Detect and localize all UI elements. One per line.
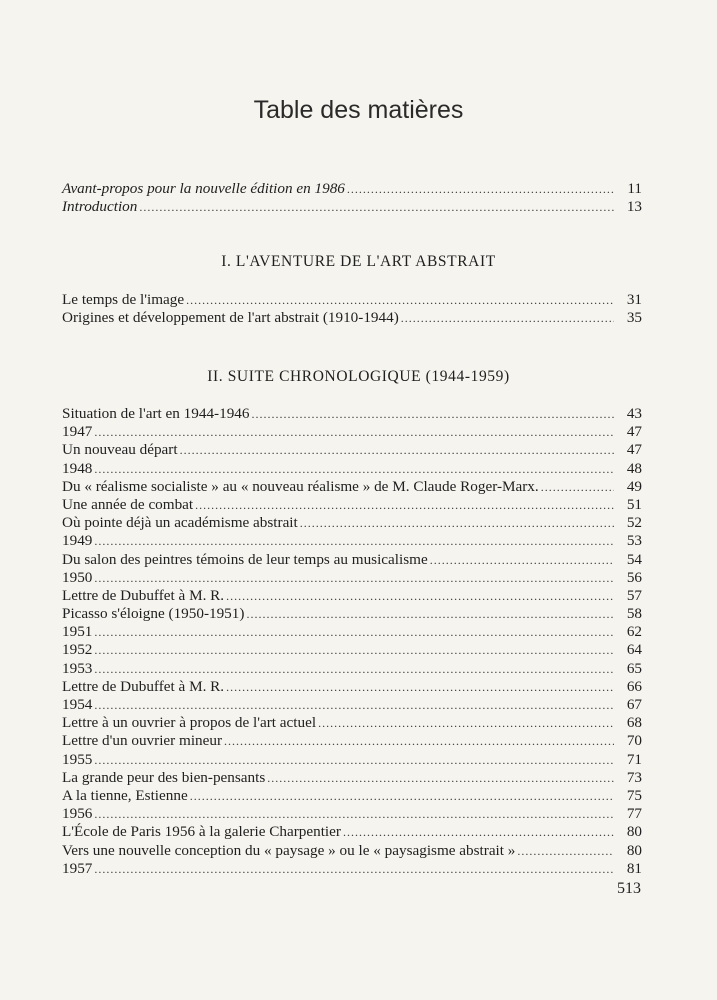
toc-entry-title: 1948 (62, 459, 93, 477)
dot-leader (300, 514, 614, 532)
dot-leader (246, 605, 614, 623)
toc-entry-page: 31 (626, 291, 642, 308)
toc-entry-page: 80 (626, 841, 642, 859)
toc-entry (62, 660, 642, 678)
section-heading-2: II. SUITE CHRONOLOGIQUE (1944-1959) (207, 368, 510, 385)
toc-entry-title: Introduction (62, 198, 138, 216)
toc-entry (62, 441, 642, 459)
dot-leader (94, 569, 614, 587)
toc-entry (62, 842, 642, 860)
toc-entry-title: 1950 (62, 568, 93, 586)
toc-entry (62, 180, 642, 198)
toc-entry (62, 478, 642, 496)
dot-leader (94, 805, 614, 823)
toc-entry-title: 1954 (62, 696, 93, 713)
toc-entry-title: 1947 (62, 423, 93, 441)
toc-entry-page: 47 (626, 441, 642, 459)
section-2-entries (62, 405, 642, 878)
dot-leader (343, 823, 614, 841)
toc-entry (62, 309, 642, 327)
toc-entry-page: 52 (626, 514, 642, 532)
dot-leader (94, 641, 614, 659)
dot-leader (430, 551, 614, 569)
dot-leader (94, 660, 614, 678)
toc-entry-page: 11 (627, 180, 642, 197)
toc-entry-page: 80 (626, 823, 642, 841)
dot-leader (318, 714, 614, 732)
toc-entry-page: 77 (626, 805, 642, 823)
toc-entry-page: 48 (626, 459, 642, 477)
toc-entry (62, 823, 642, 841)
toc-entry-page: 58 (626, 605, 642, 623)
dot-leader (195, 496, 614, 514)
toc-entry-page: 47 (626, 423, 642, 441)
toc-entry-page: 13 (626, 198, 642, 216)
dot-leader (226, 678, 614, 696)
toc-entry-title: Où pointe déjà un académisme abstrait (62, 514, 298, 532)
dot-leader (94, 860, 614, 878)
dot-leader (226, 587, 614, 605)
toc-entry-page: 75 (626, 786, 642, 804)
toc-entry (62, 496, 642, 514)
dot-leader (190, 787, 614, 805)
toc-entry (62, 641, 642, 659)
dot-leader (347, 180, 614, 198)
toc-entry-page: 51 (626, 495, 642, 513)
toc-entry-page: 62 (626, 623, 642, 641)
toc-entry-page: 43 (626, 405, 642, 422)
toc-entry-page: 56 (626, 568, 642, 586)
dot-leader (94, 532, 614, 550)
toc-entry-page: 54 (626, 550, 642, 568)
toc-entry-title: L'École de Paris 1956 à la galerie Charpentier (62, 823, 341, 841)
toc-entry-title: 1955 (62, 750, 93, 768)
dot-leader (541, 478, 614, 496)
toc-entry (62, 460, 642, 478)
toc-entry-title: Lettre à un ouvrier à propos de l'art actuel (62, 714, 317, 732)
toc-entry-page: 49 (626, 477, 642, 495)
toc-entry-page: 71 (626, 750, 642, 768)
dot-leader (94, 696, 614, 714)
toc-entry-title: Un nouveau départ (62, 441, 178, 459)
toc-entry-title: Du salon des peintres témoins de leur temps au musicalisme (62, 550, 428, 568)
toc-entry (62, 714, 642, 732)
toc-entry-title: La grande peur des bien-pensants (62, 768, 266, 786)
toc-entry-title: Vers une nouvelle conception du « paysage » ou le « paysagisme abstrait » (62, 841, 516, 859)
toc-entry (62, 405, 642, 423)
toc-entry (62, 551, 642, 569)
toc-entry (62, 587, 642, 605)
toc-entry (62, 423, 642, 441)
dot-leader (252, 405, 615, 423)
toc-entry-title: 1951 (62, 623, 93, 641)
toc-entry (62, 623, 642, 641)
dot-leader (517, 842, 614, 860)
toc-entry (62, 532, 642, 550)
toc-entry-title: Situation de l'art en 1944-1946 (62, 405, 250, 422)
front-matter-list (62, 180, 642, 216)
toc-entry-title: 1953 (62, 659, 93, 677)
toc-entry-page: 81 (626, 859, 642, 877)
toc-entry-title: Avant-propos pour la nouvelle édition en 1986 (62, 180, 345, 197)
toc-entry-title: Lettre de Dubuffet à M. R. (62, 586, 225, 604)
page-number: 513 (617, 880, 641, 897)
toc-entry (62, 751, 642, 769)
dot-leader (186, 291, 614, 309)
dot-leader (94, 423, 614, 441)
section-heading-1: I. L'AVENTURE DE L'ART ABSTRAIT (221, 253, 496, 270)
toc-entry (62, 198, 642, 216)
toc-entry (62, 514, 642, 532)
toc-entry-page: 67 (626, 696, 642, 713)
toc-entry (62, 678, 642, 696)
toc-entry-page: 35 (626, 309, 642, 327)
toc-entry (62, 769, 642, 787)
dot-leader (267, 769, 614, 787)
toc-entry-title: Le temps de l'image (62, 291, 185, 308)
toc-entry-page: 70 (626, 732, 642, 750)
dot-leader (94, 751, 614, 769)
toc-entry-title: 1957 (62, 859, 93, 877)
section-1-entries (62, 291, 642, 327)
toc-entry (62, 291, 642, 309)
toc-entry (62, 805, 642, 823)
toc-entry-page: 65 (626, 659, 642, 677)
toc-entry-title: 1956 (62, 805, 93, 823)
toc-entry-page: 57 (626, 586, 642, 604)
toc-entry (62, 569, 642, 587)
dot-leader (224, 732, 614, 750)
toc-entry-page: 66 (626, 677, 642, 695)
toc-entry-title: Lettre de Dubuffet à M. R. (62, 677, 225, 695)
toc-entry-title: Une année de combat (62, 495, 194, 513)
toc-entry (62, 732, 642, 750)
dot-leader (94, 623, 614, 641)
toc-entry-page: 73 (626, 768, 642, 786)
toc-entry-title: Origines et développement de l'art abstrait (1910-1944) (62, 309, 399, 327)
dot-leader (94, 460, 614, 478)
toc-entry-page: 53 (626, 532, 642, 550)
toc-entry-title: Picasso s'éloigne (1950-1951) (62, 605, 245, 623)
toc-entry-title: 1952 (62, 641, 93, 659)
toc-entry-page: 68 (626, 714, 642, 732)
toc-entry-title: A la tienne, Estienne (62, 786, 188, 804)
toc-entry (62, 860, 642, 878)
toc-entry-title: Lettre d'un ouvrier mineur (62, 732, 223, 750)
toc-entry (62, 787, 642, 805)
toc-entry (62, 605, 642, 623)
dot-leader (139, 198, 614, 216)
toc-entry-page: 64 (626, 641, 642, 659)
toc-entry-title: 1949 (62, 532, 93, 550)
toc-entry (62, 696, 642, 714)
dot-leader (401, 309, 614, 327)
dot-leader (180, 441, 614, 459)
page-title: Table des matières (253, 96, 464, 124)
toc-entry-title: Du « réalisme socialiste » au « nouveau réalisme » de M. Claude Roger-Marx. (62, 477, 539, 495)
